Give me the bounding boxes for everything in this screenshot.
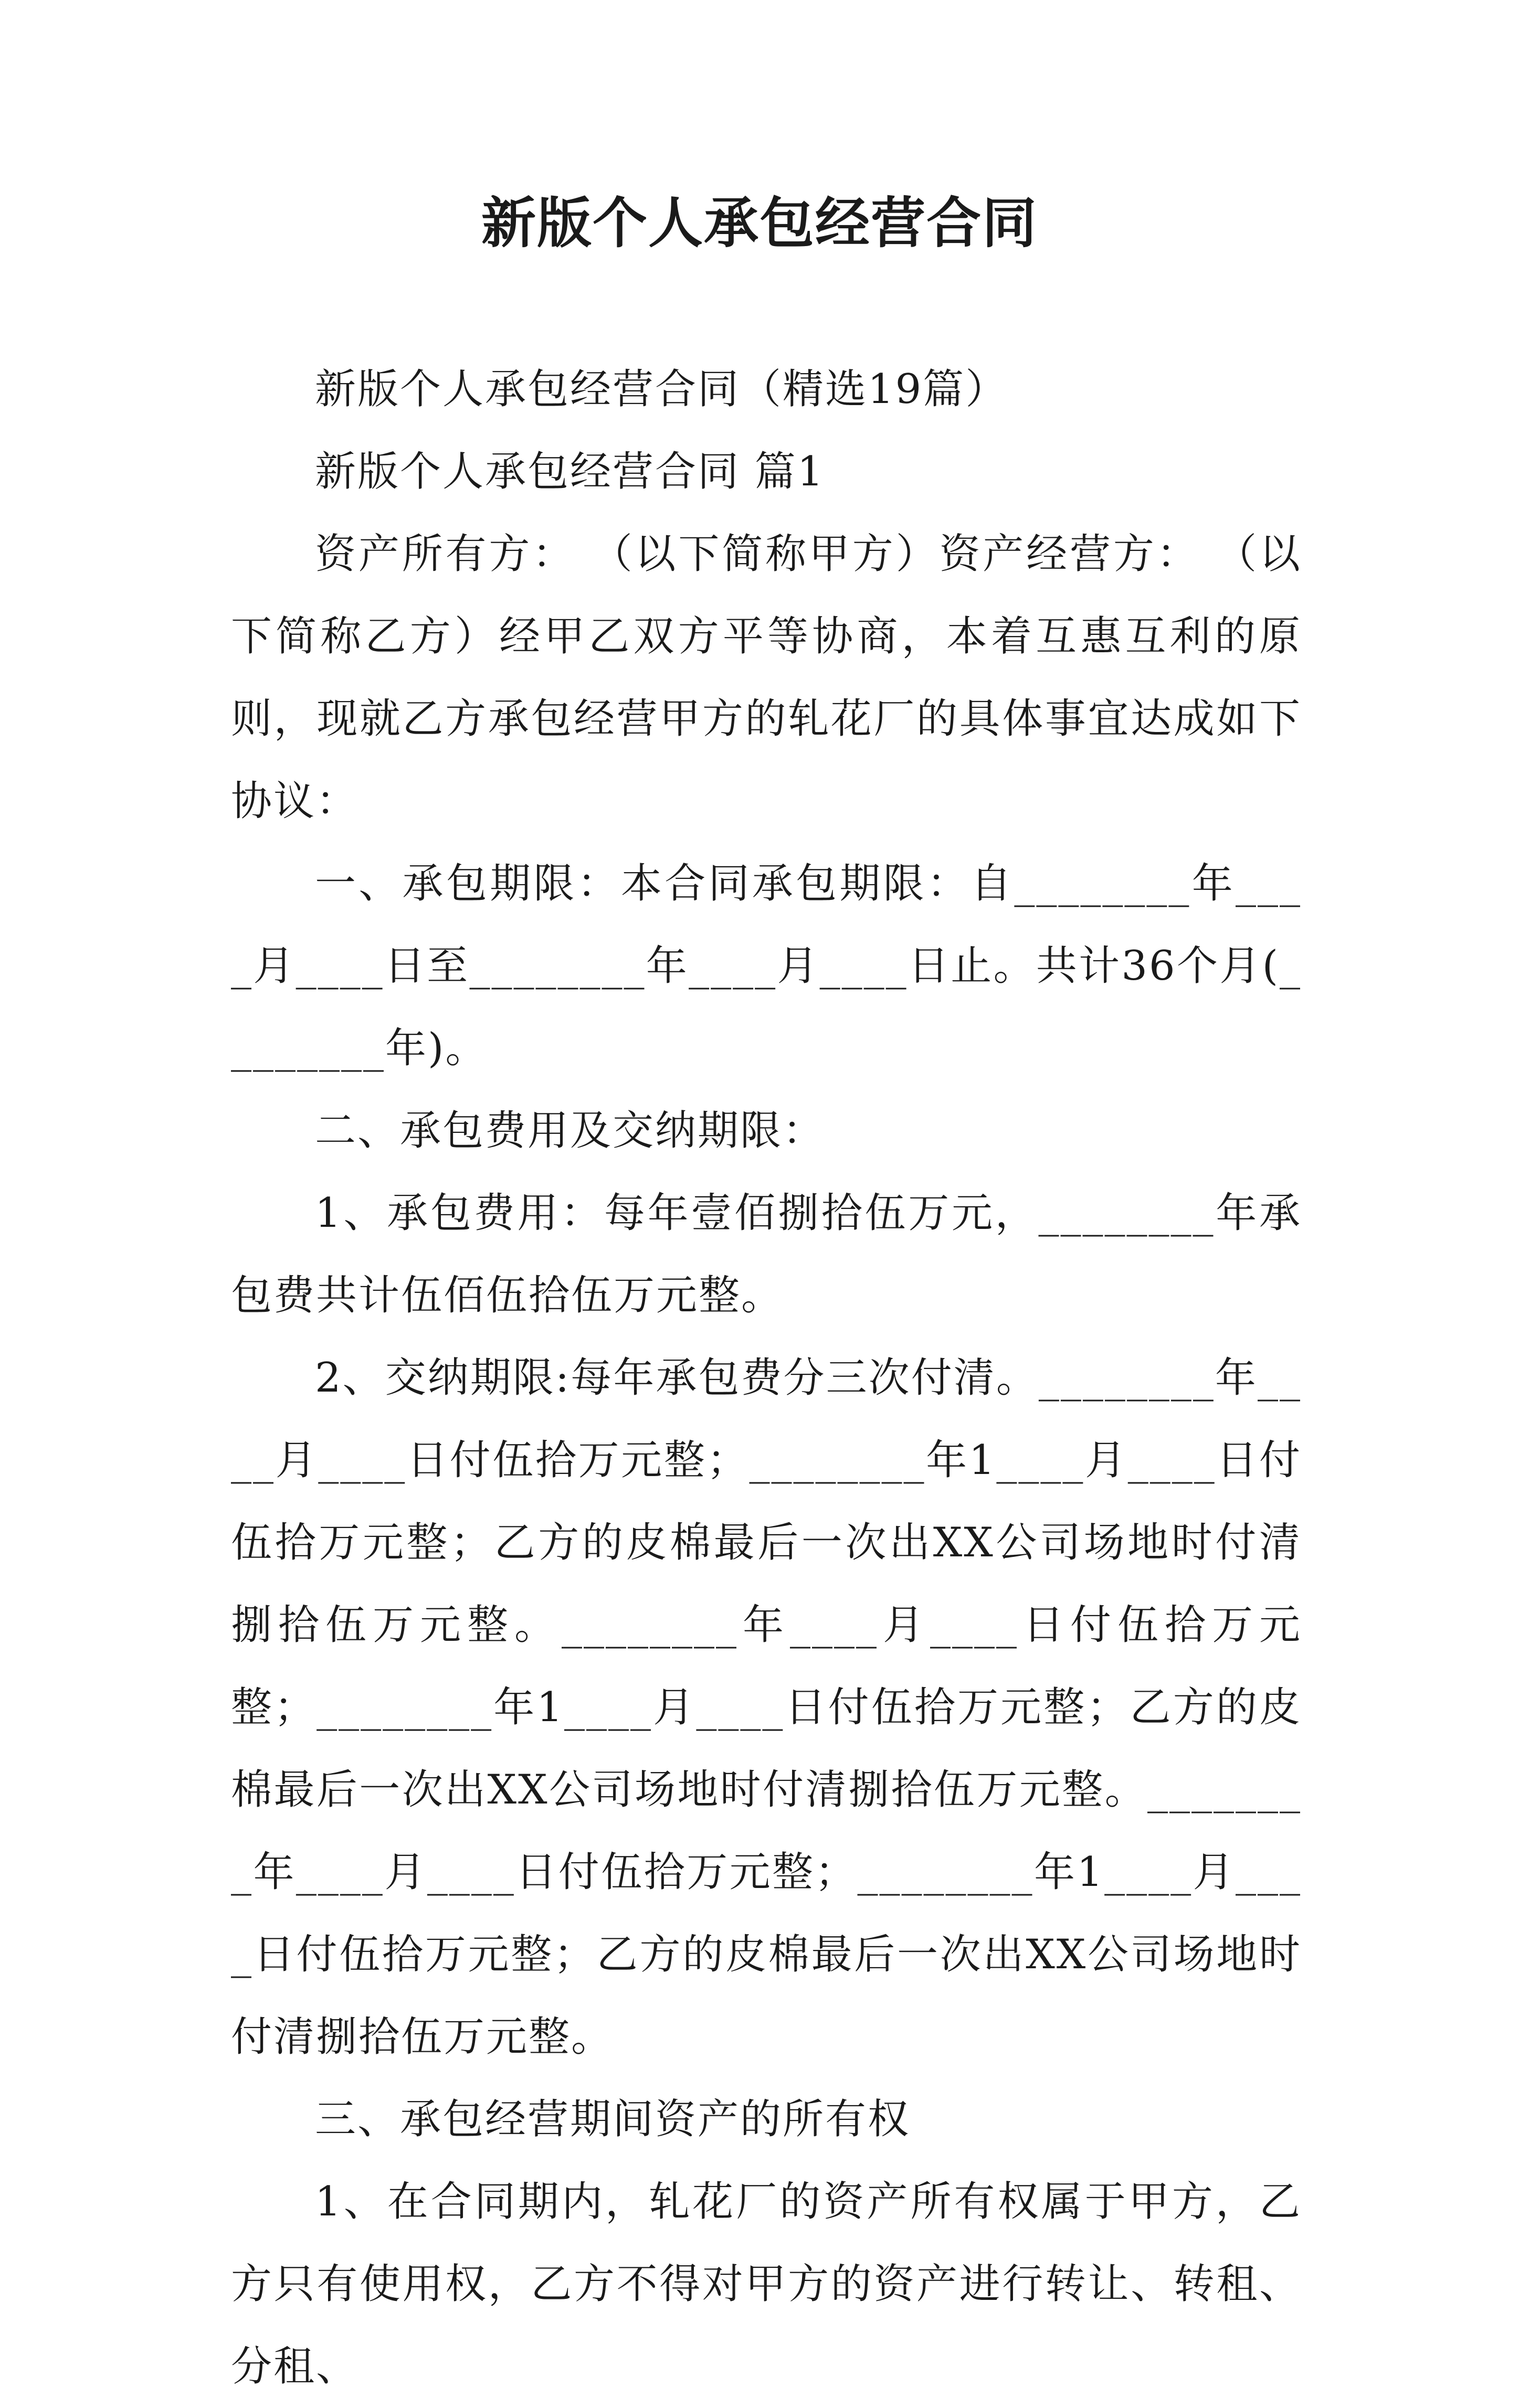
subtitle-paragraph: 新版个人承包经营合同（精选19篇）	[315, 366, 1008, 413]
document-body	[231, 348, 1302, 2408]
fee-amount-paragraph: 1、承包费用：每年壹佰捌拾伍万元，________年承包费共计伍佰伍拾伍万元整。	[231, 1190, 1302, 1319]
term-clause-paragraph: 一、承包期限：本合同承包期限：自________年____月____日至________年____月____日止。共计36个月(________年)。	[231, 860, 1302, 1072]
ownership-heading-paragraph: 三、承包经营期间资产的所有权	[315, 2096, 911, 2143]
section-heading-paragraph: 新版个人承包经营合同 篇1	[315, 448, 825, 495]
fee-heading-paragraph: 二、承包费用及交纳期限：	[315, 1107, 826, 1154]
parties-paragraph: 资产所有方： （以下简称甲方）资产经营方： （以下简称乙方）经甲乙双方平等协商，本着互惠互利的原则，现就乙方承包经营甲方的轧花厂的具体事宜达成如下协议：	[231, 531, 1302, 825]
payment-schedule-paragraph: 2、交纳期限:每年承包费分三次付清。________年____月____日付伍拾万元整；________年1____月____日付伍拾万元整；乙方的皮棉最后一次出XX公司场地时付清捌拾伍万元整。________年____月____日付伍拾万元整；________年1____月____日付伍拾万元整；乙方的皮棉最后一次出XX公司场地时付清捌拾伍万元整。________年____月____日付伍拾万元整；________年1____月____日付伍拾万元整；乙方的皮棉最后一次出XX公司场地时付清捌拾伍万元整。	[231, 1354, 1302, 2061]
document-title: 新版个人承包经营合同	[481, 190, 1038, 255]
ownership-clause-paragraph: 1、在合同期内，轧花厂的资产所有权属于甲方，乙方只有使用权，乙方不得对甲方的资产进行转让、转租、分租、	[231, 2178, 1302, 2390]
